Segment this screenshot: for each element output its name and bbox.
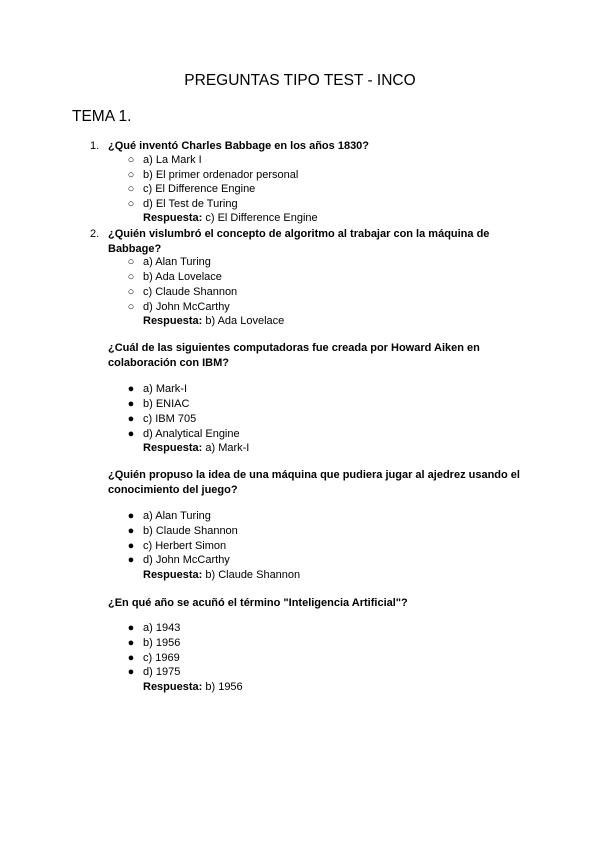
option-d: d) John McCarthy [143,554,230,566]
option-c: c) 1969 [143,652,180,664]
answer-label: Respuesta: [143,681,203,693]
option-c: c) El Difference Engine [143,183,256,195]
filled-bullet-icon: ● [127,652,135,664]
hollow-bullet-icon: ○ [127,256,135,268]
filled-bullet-icon: ● [127,398,135,410]
answer-label: Respuesta: [143,212,203,224]
answer-label: Respuesta: [143,442,203,454]
option-a: a) 1943 [143,622,181,634]
filled-bullet-icon: ● [127,666,135,678]
option-a: a) Alan Turing [143,256,211,268]
filled-bullet-icon: ● [127,510,135,522]
answer-line [143,441,249,456]
question-2 [90,227,498,256]
answer-line [143,568,300,583]
question-text: ¿Cuál de las siguientes computadoras fue creada por Howard Aiken en colaboración con IBM? [108,342,480,369]
question-text: ¿Quién propuso la idea de una máquina que pudiera jugar al ajedrez usando el conocimiento del juego? [108,469,520,496]
option-a: a) La Mark I [143,154,202,166]
hollow-bullet-icon: ○ [127,271,135,283]
answer-value: b) Claude Shannon [205,569,301,581]
filled-bullet-icon: ● [127,637,135,649]
filled-bullet-icon: ● [127,525,135,537]
option-d: d) John McCarthy [143,301,230,313]
answer-label: Respuesta: [143,569,203,581]
question-3 [108,341,498,370]
option-c: c) Herbert Simon [143,540,227,552]
question-text: ¿En qué año se acuñó el término "Inteligencia Artificial"? [108,597,408,609]
hollow-bullet-icon: ○ [127,183,135,195]
hollow-bullet-icon: ○ [127,169,135,181]
question-4 [108,468,520,497]
question-text: ¿Qué inventó Charles Babbage en los años 1830? [108,140,370,152]
filled-bullet-icon: ● [127,554,135,566]
option-d: d) Analytical Engine [143,428,240,440]
hollow-bullet-icon: ○ [127,154,135,166]
option-a: a) Mark-I [143,383,187,395]
question-text: ¿Quién vislumbró el concepto de algoritmo al trabajar con la máquina de Babbage? [108,228,490,255]
option-c: c) IBM 705 [143,413,197,425]
option-d: d) El Test de Turing [143,198,238,210]
answer-value: b) Ada Lovelace [205,315,285,327]
filled-bullet-icon: ● [127,428,135,440]
hollow-bullet-icon: ○ [127,286,135,298]
answer-value: b) 1956 [205,681,243,693]
question-1 [90,139,508,154]
option-b: b) El primer ordenador personal [143,169,299,181]
answer-label: Respuesta: [143,315,203,327]
question-5 [108,596,508,611]
filled-bullet-icon: ● [127,413,135,425]
answer-line [143,211,318,226]
answer-value: a) Mark-I [205,442,250,454]
option-b: b) Claude Shannon [143,525,238,537]
answer-line [143,680,243,695]
option-b: b) 1956 [143,637,181,649]
filled-bullet-icon: ● [127,540,135,552]
hollow-bullet-icon: ○ [127,301,135,313]
hollow-bullet-icon: ○ [127,198,135,210]
option-a: a) Alan Turing [143,510,211,522]
question-number: 2. [90,228,100,240]
option-c: c) Claude Shannon [143,286,238,298]
option-d: d) 1975 [143,666,181,678]
option-b: b) ENIAC [143,398,190,410]
option-b: b) Ada Lovelace [143,271,222,283]
filled-bullet-icon: ● [127,383,135,395]
answer-line [143,314,284,329]
answer-value: c) El Difference Engine [205,212,318,224]
document-title: PREGUNTAS TIPO TEST - INCO [184,72,416,89]
section-heading: TEMA 1. [72,108,132,125]
filled-bullet-icon: ● [127,622,135,634]
question-number: 1. [90,140,100,152]
